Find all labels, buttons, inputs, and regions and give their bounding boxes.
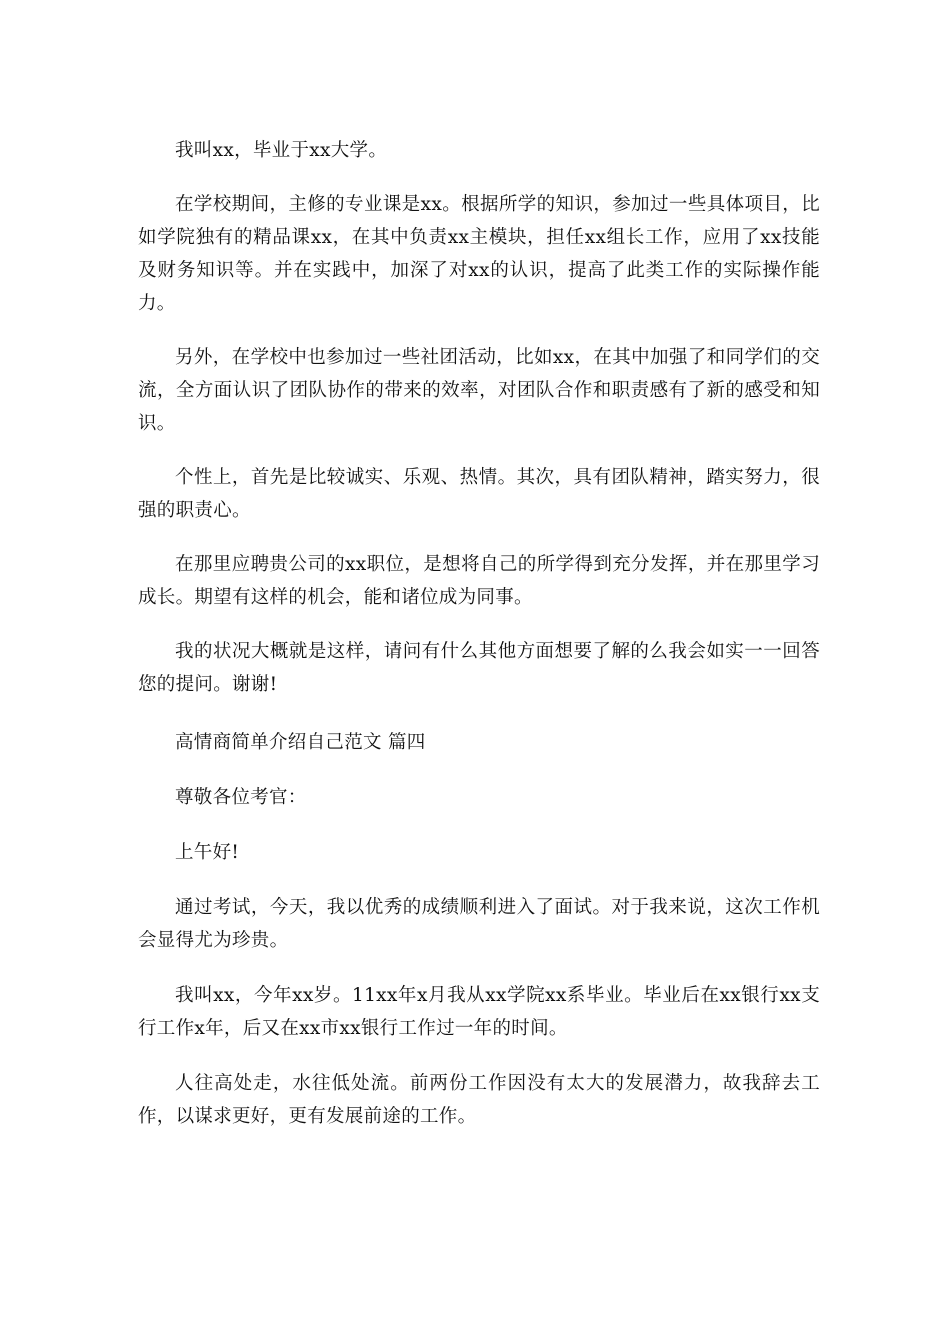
paragraph-greeting-examiners: 尊敬各位考官： xyxy=(175,787,307,808)
paragraph-intro-name: 我叫xx，毕业于xx大学。 xyxy=(175,140,388,161)
paragraph-work-history: 我叫xx，今年xx岁。11xx年x月我从xx学院xx系毕业。毕业后在xx银行xx支行工作x年，后又在xx市xx银行工作过一年的时间。 xyxy=(138,985,820,1039)
paragraph-exam-result: 通过考试，今天，我以优秀的成绩顺利进入了面试。对于我来说，这次工作机会显得尤为珍贵。 xyxy=(138,897,820,951)
paragraph-application: 在那里应聘贵公司的xx职位，是想将自己的所学得到充分发挥，并在那里学习成长。期望有这样的机会，能和诸位成为同事。 xyxy=(138,554,820,608)
paragraph-good-morning: 上午好! xyxy=(175,842,240,863)
paragraph-closing: 我的状况大概就是这样，请问有什么其他方面想要了解的么我会如实一一回答您的提问。谢谢! xyxy=(138,641,820,695)
paragraph-career-goal: 人往高处走，水往低处流。前两份工作因没有太大的发展潜力，故我辞去工作，以谋求更好，更有发展前途的工作。 xyxy=(138,1073,820,1127)
section-heading: 高情商简单介绍自己范文 篇四 xyxy=(175,732,426,753)
paragraph-personality: 个性上，首先是比较诚实、乐观、热情。其次，具有团队精神，踏实努力，很强的职责心。 xyxy=(138,467,820,521)
paragraph-club-activities: 另外，在学校中也参加过一些社团活动，比如xx，在其中加强了和同学们的交流，全方面认识了团队协作的带来的效率，对团队合作和职责感有了新的感受和知识。 xyxy=(138,347,820,434)
paragraph-school-study: 在学校期间，主修的专业课是xx。根据所学的知识，参加过一些具体项目，比如学院独有的精品课xx，在其中负责xx主模块，担任xx组长工作，应用了xx技能及财务知识等。并在实践中，加深了对xx的认识，提高了此类工作的实际操作能力。 xyxy=(138,194,820,314)
